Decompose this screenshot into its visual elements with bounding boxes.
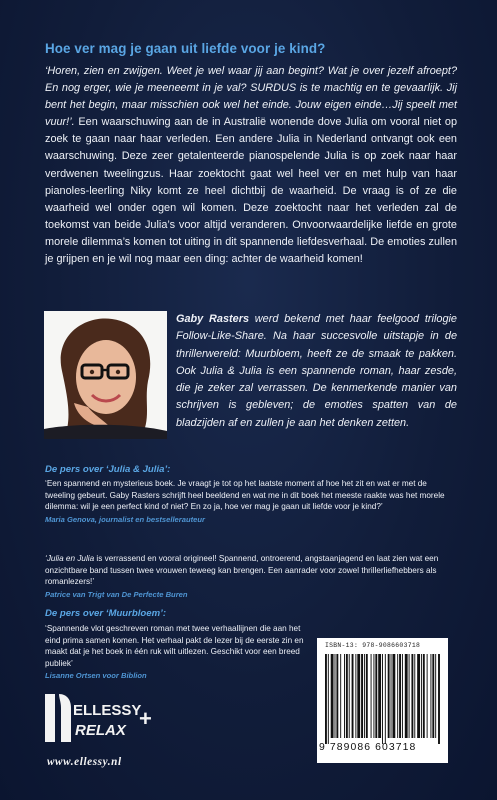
barcode-bar: [357, 654, 360, 738]
barcode-bar: [331, 654, 334, 738]
barcode-bar: [325, 654, 327, 744]
barcode-bar: [340, 654, 341, 738]
author-bio: [176, 311, 457, 432]
author-photo: [44, 311, 167, 439]
logo-plus: +: [139, 706, 152, 731]
isbn-digits: 9 789086 603718: [319, 742, 417, 753]
barcode-bar: [355, 654, 356, 738]
barcode-bar: [375, 654, 377, 738]
barcode-bar: [423, 654, 425, 738]
press-heading-julia: De pers over ‘Julia & Julia’:: [45, 464, 171, 475]
press-heading-muurbloem: De pers over ‘Muurbloem’:: [45, 608, 167, 619]
publisher-logo: [43, 688, 163, 748]
review-byline: Lisanne Ortsen voor Biblion: [45, 671, 147, 680]
review-lead: ‘Julia en Julia: [45, 554, 95, 563]
review-maria-genova: [45, 478, 455, 525]
barcode-bar: [432, 654, 434, 738]
barcode-bar: [402, 654, 403, 738]
review-patrice-van-trigt: [45, 553, 455, 600]
barcode-bar: [361, 654, 363, 738]
blurb-quote: ‘Horen, zien en zwijgen. Weet je wel waar jij aan begint? Wat je over jezelf afroept? En nog erger, wie je meeneemt in je val? SURDUS is te machtig en te gevaarlijk. Jij bent het begin, maar misschien ook wel het einde. Jouw eigen einde…Jij speelt met vuur!’.: [45, 65, 457, 129]
barcode-bar: [430, 654, 431, 738]
barcode-bar: [411, 654, 413, 738]
ellessy-logo-mark: [43, 688, 163, 748]
barcode-bar: [421, 654, 422, 738]
barcode-bar: [438, 654, 440, 744]
barcode-bar: [397, 654, 398, 738]
review-text: ‘Een spannend en mysterieus boek. Je vraagt je tot op het laatste moment af hoe het zit en wat er met de tweeling gebeurt. Gaby Rasters schrijft heel beeldend en wat me in dit boek het meeste raakte was het morele dilemma: wil je een perfect kind of niet? En zo ja, hoe ver mag je gaan uit liefde voor je kind?’: [45, 479, 445, 511]
barcode-bar: [328, 654, 329, 744]
barcode-bar: [373, 654, 374, 738]
review-text: ‘Spannende vlot geschreven roman met twee verhaallijnen die aan het eind prima samen komen. Het verhaal pakt de lezer bij de eerste zin en maakt dat je het boek in één ruk wilt uitlezen. Geschikt voor een breed publiek’: [45, 624, 304, 668]
barcode-bar: [417, 654, 420, 738]
barcode-bar: [364, 654, 365, 738]
barcode-bar: [366, 654, 368, 738]
barcode-bar: [382, 654, 383, 744]
barcode-bar: [335, 654, 336, 738]
review-byline: Patrice van Trigt van De Perfecte Buren: [45, 589, 188, 599]
review-lisanne-ortsen: [45, 623, 310, 682]
author-portrait-image: [44, 311, 167, 439]
author-name: Gaby Rasters: [176, 313, 249, 325]
publisher-url[interactable]: www.ellessy.nl: [47, 756, 122, 768]
blurb: [45, 63, 457, 268]
barcode-bar: [388, 654, 390, 738]
barcode-bar: [349, 654, 350, 738]
barcode-bar: [346, 654, 348, 738]
barcode-bar: [409, 654, 410, 738]
barcode-bars: [325, 651, 441, 747]
barcode-bar: [385, 654, 386, 744]
logo-line2: RELAX: [75, 722, 126, 739]
author-bio-text: werd bekend met haar feelgood trilogie Follow-Like-Share. Na haar succesvolle uitstapje in de thrillerwereld: Muurbloem, heeft ze de smaak te pakken. Ook Julia & Julia is een spannende roman, haar zesde, die je zeker zal verrassen. De kenmerkende manier van schrijven is gebleven; de emoties spatten van de bladzijden af en zullen je aan het denken zetten.: [176, 313, 457, 429]
review-text: is verrassend en vooral origineel! Spannend, ontroerend, angstaanjagend en laat zien wat een onzichtbare band tussen twee vrouwen teweeg kan brengen. Een aanrader voor zowel thrillerliefhebbers als romanlezers!’: [45, 554, 439, 586]
barcode-bar: [371, 654, 372, 738]
barcode-bar: [378, 654, 381, 738]
barcode-bar: [391, 654, 392, 738]
blurb-body: Een waarschuwing aan de in Australië wonende dove Julia om vooral niet op zoek te gaan naar haar verleden. Een andere Julia in Nederland ontvangt ook een waarschuwing. Deze zeer getalenteerde pianospelende Julia is op zoek naar haar verdwenen tweelingzus. Haar zoektocht gaat wel heel ver en met hulp van haar pianoles-leerling Niky komt ze heel dichtbij de waarheid. De vraag is of ze die waarheid wel onder ogen wil komen. Deze zoektocht naar het verleden zal de toekomst van beide Julia’s voor altijd veranderen. Onvoorwaardelijke liefde en grote morele dilemma’s komen tot uiting in dit spannende liefdesverhaal. De emoties zullen je grijpen en je wil nog maar een ding: achter de waarheid komen!: [45, 116, 457, 266]
logo-line1: ELLESSY: [73, 702, 142, 719]
barcode-bar: [344, 654, 345, 738]
barcode-bar: [405, 654, 408, 738]
isbn-label: ISBN-13: 978-9086603718: [325, 642, 421, 649]
barcode-bar: [336, 654, 338, 738]
review-byline: Maria Genova, journalist en bestsellerauteur: [45, 514, 205, 524]
barcode-bar: [392, 654, 395, 738]
barcode: [317, 638, 448, 763]
headline: Hoe ver mag je gaan uit liefde voor je kind?: [45, 41, 326, 56]
barcode-bar: [427, 654, 428, 738]
barcode-bar: [352, 654, 354, 738]
barcode-bar: [399, 654, 401, 738]
barcode-bar: [414, 654, 415, 738]
barcode-bar: [435, 654, 436, 738]
